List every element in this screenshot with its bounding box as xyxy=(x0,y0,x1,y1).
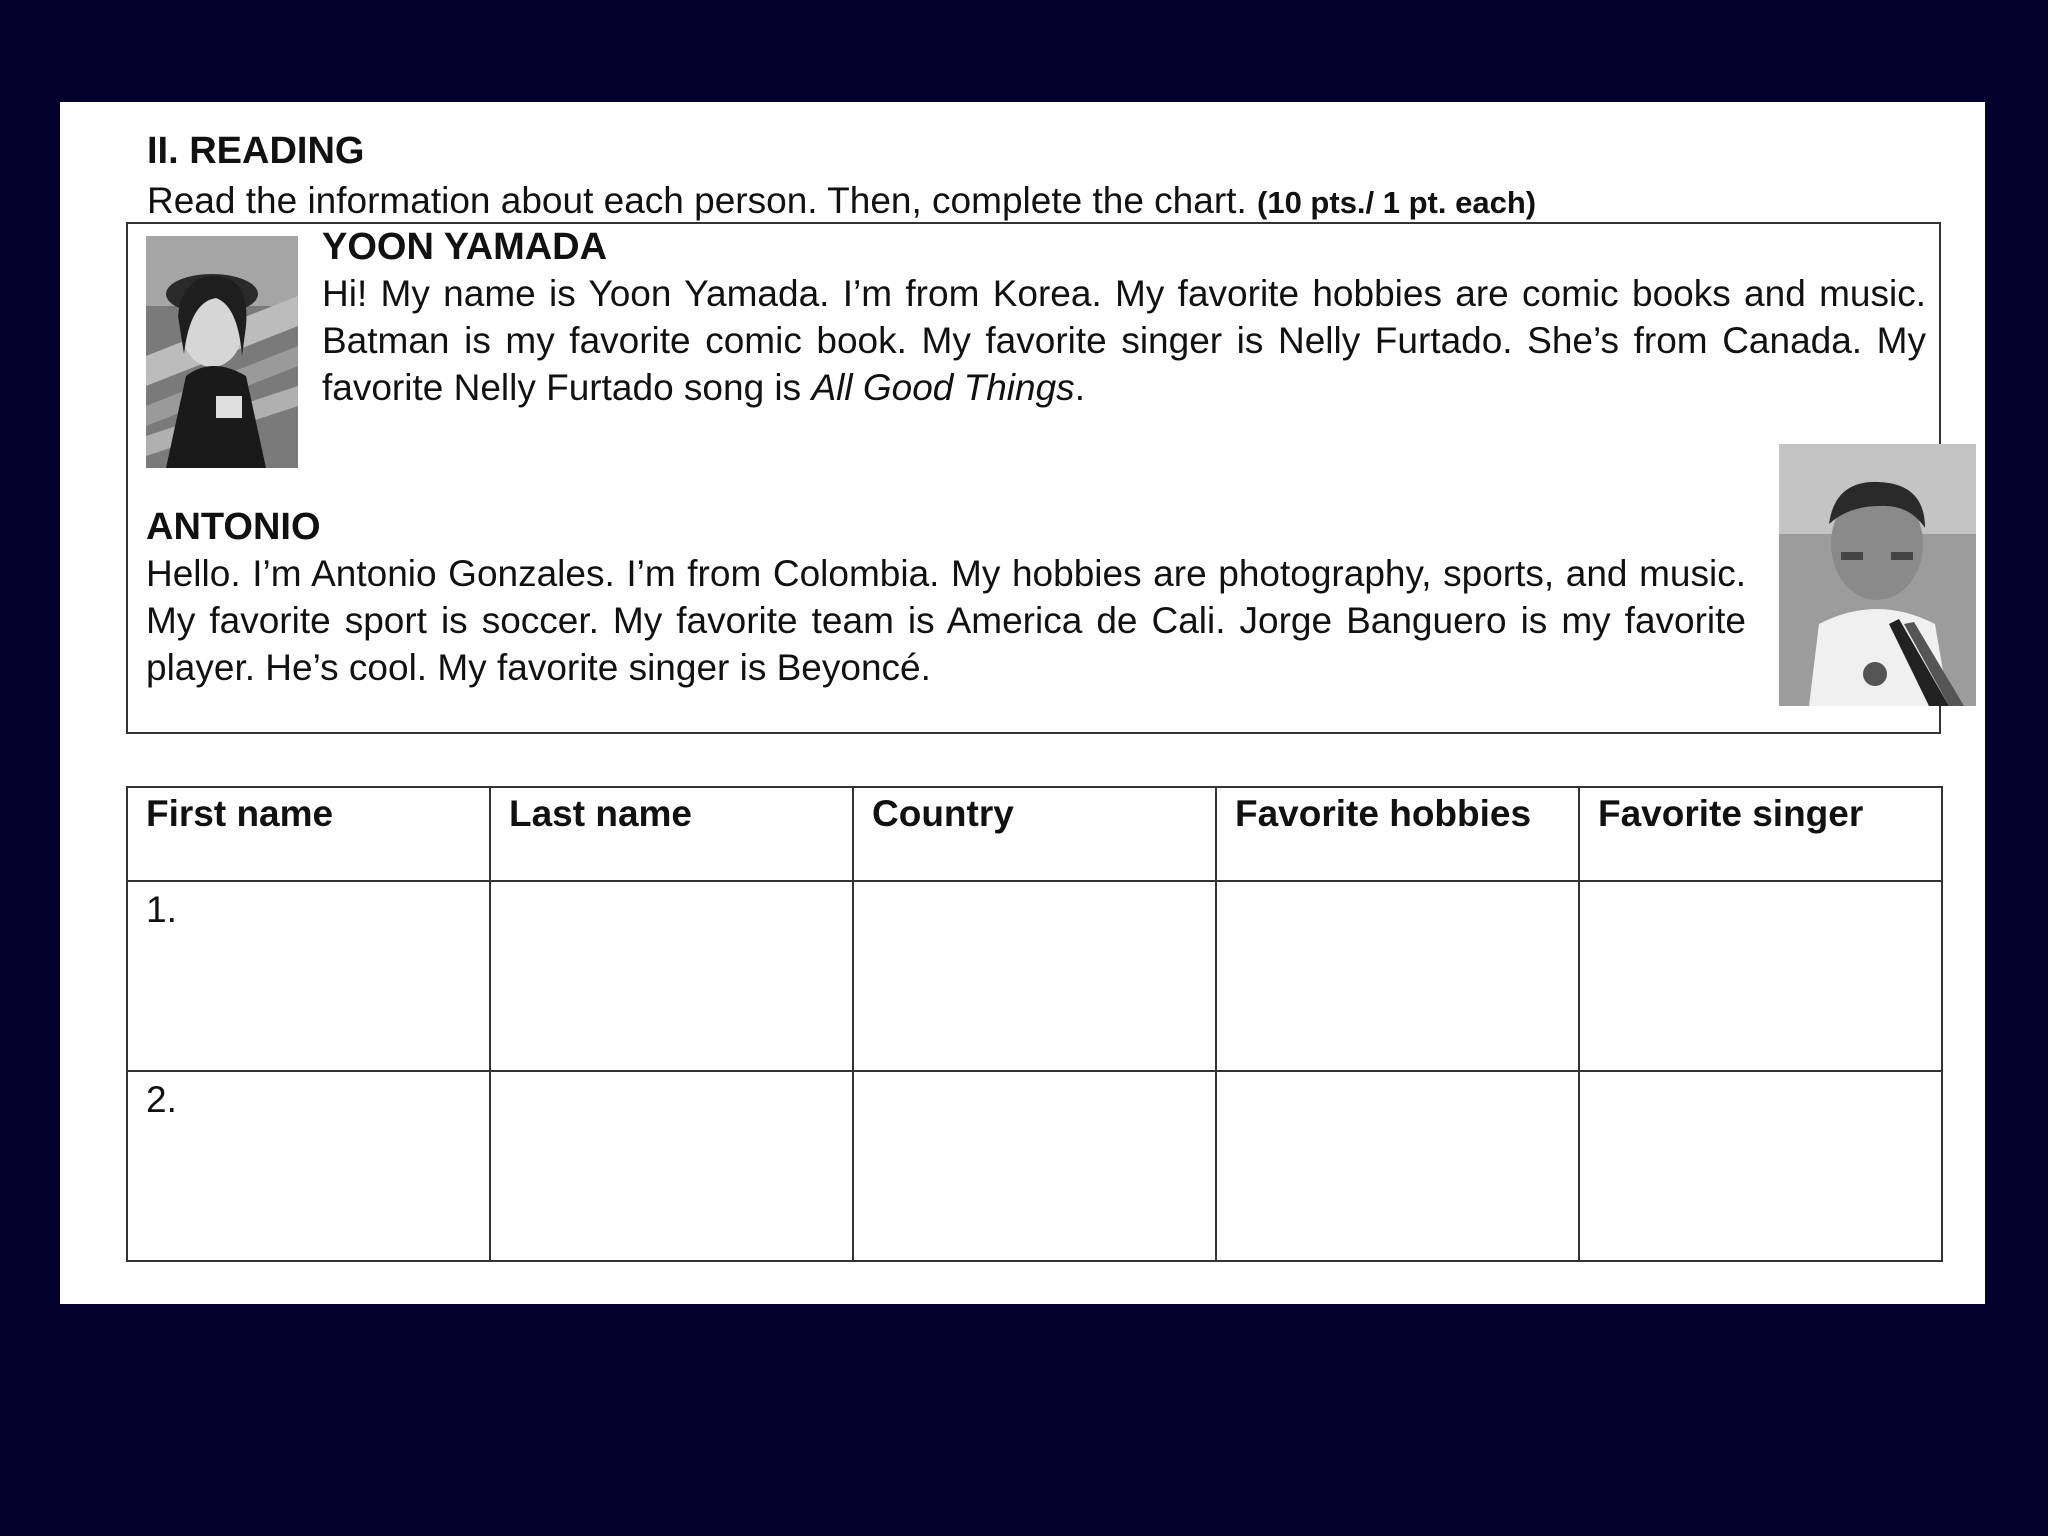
answer-cell[interactable] xyxy=(490,881,853,1071)
answer-cell[interactable] xyxy=(853,1071,1216,1261)
person-name-antonio: ANTONIO xyxy=(146,506,321,548)
instructions-text: Read the information about each person. Then, complete the chart. xyxy=(147,180,1247,221)
table-row xyxy=(127,881,1942,1071)
reading-box xyxy=(126,222,1941,734)
chart-header-row xyxy=(127,787,1942,881)
bio-antonio: Hello. I’m Antonio Gonzales. I’m from Colombia. My hobbies are photography, sports, and music. My favorite sport is soccer. My favorite team is America de Cali. Jorge Banguero is my favorite player. He’s cool. My favorite singer is Beyoncé. xyxy=(146,553,1746,688)
header-last-name: Last name xyxy=(490,787,853,881)
bio-yoon-end: . xyxy=(1074,367,1085,408)
bio-yoon-text: Hi! My name is Yoon Yamada. I’m from Korea. My favorite hobbies are comic books and music. Batman is my favorite comic book. My favorite singer is Nelly Furtado. She’s from Canada. My favorite Nelly Furtado song is xyxy=(322,273,1926,408)
answer-cell[interactable] xyxy=(853,881,1216,1071)
bio-yoon xyxy=(322,270,1926,411)
header-favorite-singer: Favorite singer xyxy=(1579,787,1942,881)
header-country: Country xyxy=(853,787,1216,881)
boy-portrait-photo xyxy=(1779,444,1976,706)
answer-chart xyxy=(126,786,1943,1262)
answer-cell[interactable]: 1. xyxy=(127,881,490,1071)
points-note: (10 pts./ 1 pt. each) xyxy=(1257,185,1537,220)
section-title: II. READING xyxy=(147,130,365,172)
answer-cell[interactable] xyxy=(1579,1071,1942,1261)
header-first-name: First name xyxy=(127,787,490,881)
answer-cell[interactable] xyxy=(490,1071,853,1261)
instructions xyxy=(147,178,1536,226)
answer-cell[interactable] xyxy=(1216,1071,1579,1261)
answer-cell[interactable] xyxy=(1216,881,1579,1071)
person-name-yoon: YOON YAMADA xyxy=(322,226,608,268)
table-row xyxy=(127,1071,1942,1261)
answer-cell[interactable] xyxy=(1579,881,1942,1071)
worksheet-page xyxy=(60,102,1985,1304)
answer-cell[interactable]: 2. xyxy=(127,1071,490,1261)
song-title: All Good Things xyxy=(811,367,1075,408)
girl-portrait-photo xyxy=(146,236,298,468)
header-favorite-hobbies: Favorite hobbies xyxy=(1216,787,1579,881)
